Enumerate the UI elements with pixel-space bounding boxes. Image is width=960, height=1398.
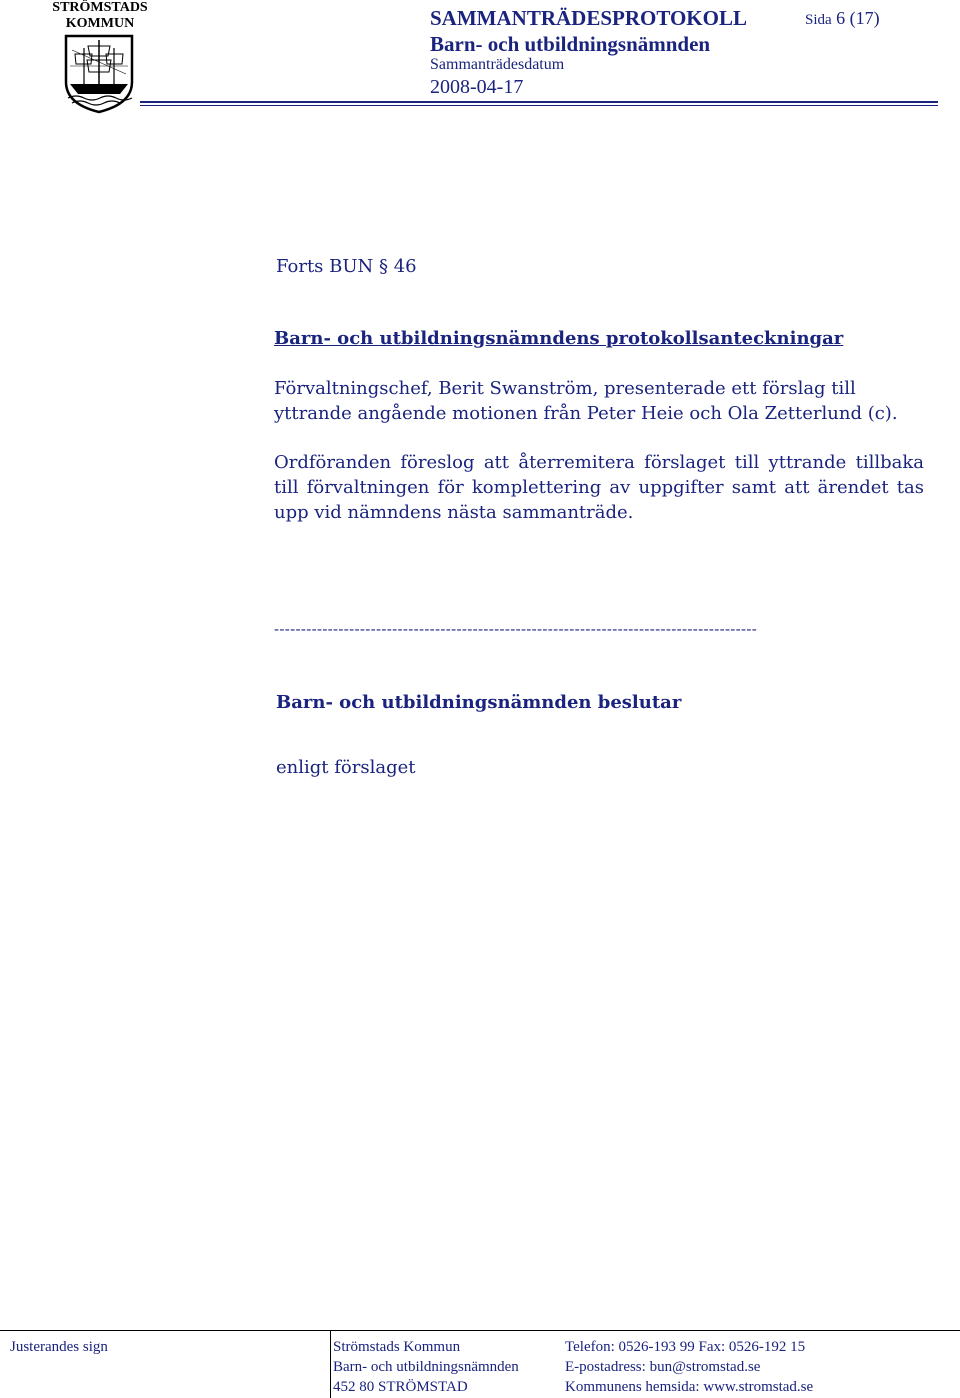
municipality-line1: STRÖMSTADS [52,0,148,15]
municipality-crest-ship-icon [62,34,136,114]
dashed-separator: ------------------------------------------------------------------------------------------ [274,620,758,638]
footer-rule [0,1330,960,1331]
meeting-date: 2008-04-17 [430,76,524,98]
meeting-date-label: Sammanträdesdatum [430,56,565,73]
section-heading: Barn- och utbildningsnämndens protokollsanteckningar [274,328,844,349]
municipality-name [52,0,148,32]
continuation-label: Forts BUN § 46 [276,256,417,277]
paragraph-presentation: Förvaltningschef, Berit Swanström, presenterade ett förslag till yttrande angående motionen från Peter Heie och Ola Zetterlund (c). [274,378,898,424]
footer-phone-fax: Telefon: 0526-193 99 Fax: 0526-192 15 [565,1339,806,1355]
paragraph-proposal: Ordföranden föreslog att återremitera förslaget till yttrande tillbaka till förvaltningen för komplettering av uppgifter samt att ärendet tas upp vid nämndens nästa sammanträde. [274,452,924,523]
footer-website [565,1377,813,1397]
board-name: Barn- och utbildningsnämnden [430,32,711,56]
decision-text: enligt förslaget [276,757,416,778]
document-title: SAMMANTRÄDESPROTOKOLL [430,6,747,30]
page-number [805,8,880,29]
footer-org-address: 452 80 STRÖMSTAD [333,1379,468,1395]
footer-org-name: Strömstads Kommun [333,1339,461,1355]
decision-heading: Barn- och utbildningsnämnden beslutar [276,692,682,713]
header-rule [140,101,938,103]
footer-divider [330,1330,331,1398]
page-label: Sida [805,12,832,28]
municipality-line2: KOMMUN [65,16,135,31]
footer-website-link[interactable]: www.stromstad.se [703,1379,814,1395]
header-rule-thin [140,105,938,106]
page-value: 6 (17) [836,8,880,28]
footer-website-label: Kommunens hemsida: [565,1379,700,1395]
signature-label: Justerandes sign [10,1339,108,1355]
footer-email: E-postadress: bun@stromstad.se [565,1359,761,1375]
footer-org-board: Barn- och utbildningsnämnden [333,1359,519,1375]
